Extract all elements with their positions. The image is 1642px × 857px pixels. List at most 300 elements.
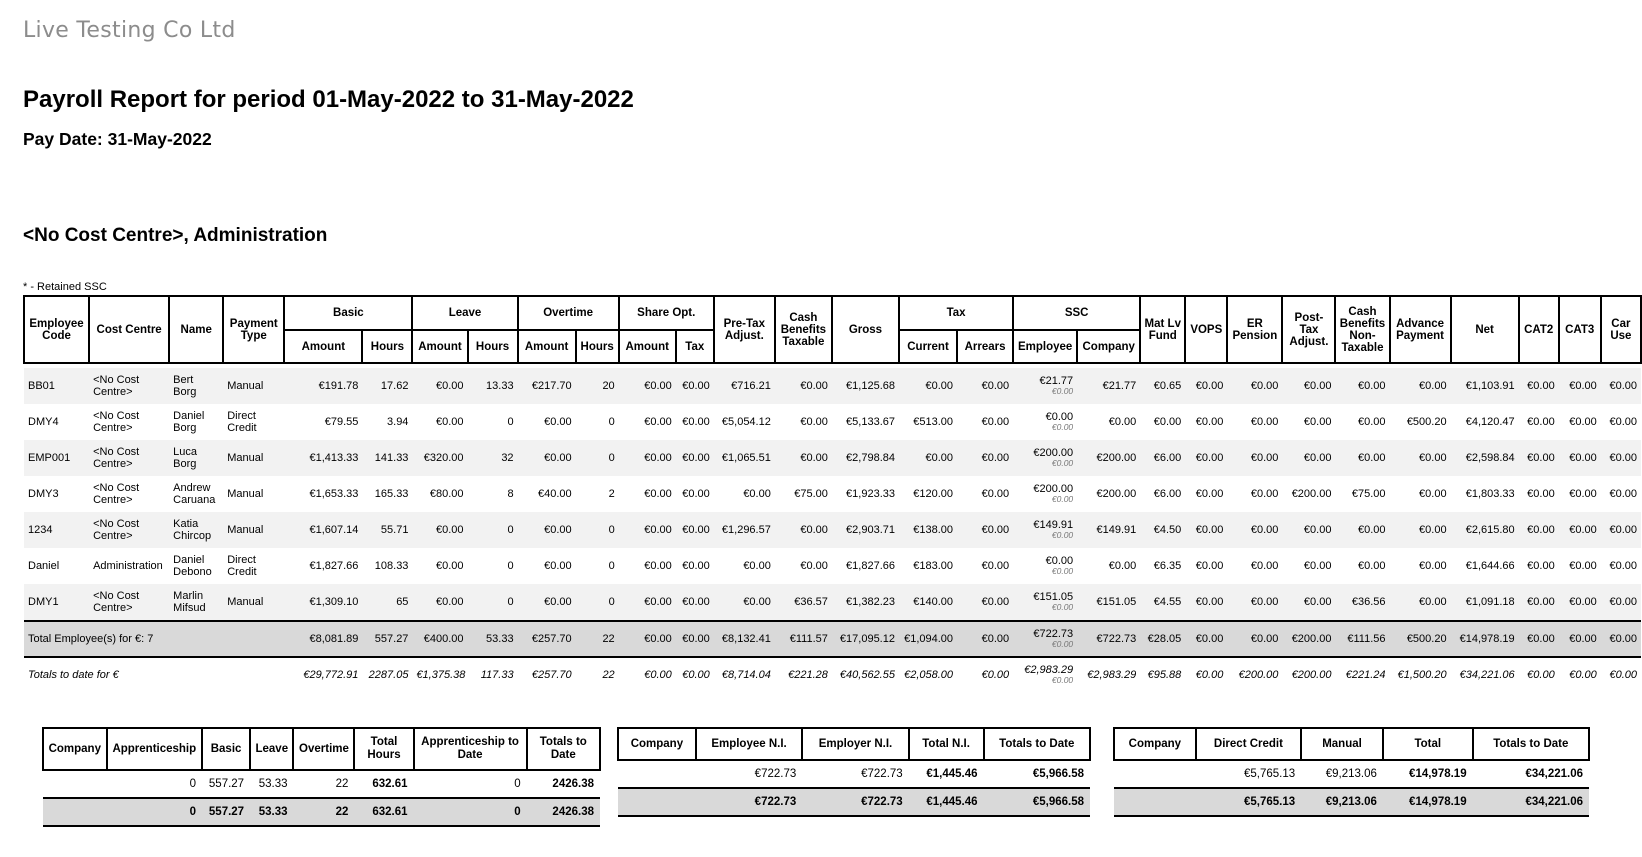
ssc-employee-value: €200.00 xyxy=(1033,483,1074,495)
cell-ot-hrs: 0 xyxy=(576,512,619,548)
cell-pretax: €1,065.51 xyxy=(714,440,775,476)
cell-cbt: €36.57 xyxy=(775,584,832,621)
cell-leave-hrs: 53.33 xyxy=(468,621,518,657)
cell-ssc-co: €2,983.29 xyxy=(1087,669,1137,681)
cell-ot-hrs: 0 xyxy=(608,416,615,428)
cell-so-tax: €0.00 xyxy=(676,512,714,548)
cost-centre: <No Cost Centre> xyxy=(89,368,169,404)
cell-tax-cur: €1,094.00 xyxy=(899,621,957,657)
cell-tax-arr: €0.00 xyxy=(957,621,1013,657)
cell-ssc-co: €200.00 xyxy=(1077,440,1140,476)
cell-net: €14,978.19 xyxy=(1451,621,1519,657)
cell-tax-cur: €513.00 xyxy=(913,416,954,428)
cell-cbnt: €0.00 xyxy=(1335,512,1389,548)
cell-mat: €95.88 xyxy=(1147,669,1182,681)
col-leave-amount: Amount xyxy=(412,330,467,363)
ssc-employee-value: €200.00 xyxy=(1033,447,1074,459)
pay-cell: €34,221.06 xyxy=(1525,768,1583,780)
cell-basic-hrs: 557.27 xyxy=(362,621,412,657)
cell-cbnt: €0.00 xyxy=(1335,368,1389,404)
ni-cell: €1,445.46 xyxy=(926,768,978,780)
cell-pretax: €5,054.12 xyxy=(721,416,771,428)
cell-so-amt: €0.00 xyxy=(644,560,672,572)
cost-centre: Administration xyxy=(93,560,163,572)
cell-mat: €6.00 xyxy=(1153,488,1182,500)
cell-so-amt: €0.00 xyxy=(619,440,676,476)
ssc-employee-value: €149.91 xyxy=(1033,519,1074,531)
cell-basic-amt: €1,309.10 xyxy=(284,584,362,621)
ssc-retained-value: €0.00 xyxy=(1051,530,1074,540)
cell-adv: €500.20 xyxy=(1390,621,1451,657)
pay-cell xyxy=(1114,760,1196,788)
ssc-retained-value: €0.00 xyxy=(1051,494,1074,504)
payment-type: Manual xyxy=(227,488,264,500)
cell-cat2: €0.00 xyxy=(1527,560,1555,572)
cell-erp: €200.00 xyxy=(1238,669,1279,681)
cell-tax-arr: €0.00 xyxy=(957,440,1013,476)
cell-ot-amt: €40.00 xyxy=(537,488,572,500)
ni-total-cell: €5,966.58 xyxy=(984,788,1090,816)
cell-posttax: €0.00 xyxy=(1282,440,1335,476)
cell-basic-amt: €1,827.66 xyxy=(309,560,359,572)
appr-total-cell: 632.61 xyxy=(354,798,413,826)
cell-pretax: €8,132.41 xyxy=(714,621,775,657)
cell-pretax: €0.00 xyxy=(714,584,775,621)
cell-leave-hrs: 117.33 xyxy=(480,669,514,681)
cell-ot-amt: €257.70 xyxy=(531,669,572,681)
employee-name: Marlin Mifsud xyxy=(169,584,223,621)
pay-total-cell: €14,978.19 xyxy=(1383,788,1473,816)
pay-total-cell: €34,221.06 xyxy=(1473,788,1589,816)
cell-leave-amt: €0.00 xyxy=(435,560,464,572)
cell-tax-cur: €140.00 xyxy=(899,584,957,621)
cell-ssc-emp xyxy=(1013,548,1077,584)
cost-centre: <No Cost Centre> xyxy=(93,410,140,434)
cell-ot-hrs: 2 xyxy=(608,488,615,500)
cell-ssc-co: €0.00 xyxy=(1108,560,1137,572)
cell-tax-cur: €120.00 xyxy=(913,488,954,500)
cell-leave-hrs: 0 xyxy=(468,512,518,548)
appr-cell: 557.27 xyxy=(208,778,245,790)
cell-ssc-co: €200.00 xyxy=(1096,488,1137,500)
employee-row xyxy=(24,404,1641,440)
col-employee-code: Employee Code xyxy=(24,296,89,363)
cell-mat: €6.35 xyxy=(1153,560,1182,572)
cell-erp: €0.00 xyxy=(1227,368,1282,404)
cell-basic-hrs: 141.33 xyxy=(362,440,412,476)
cell-ot-hrs: 0 xyxy=(608,560,615,572)
cell-so-amt: €0.00 xyxy=(619,368,676,404)
ni-header: Employee N.I. xyxy=(696,728,802,760)
cell-ot-hrs: 0 xyxy=(576,440,619,476)
cost-centre: <No Cost Centre> xyxy=(89,512,169,548)
cell-ssc-emp xyxy=(1013,476,1077,512)
cell-mat: €6.00 xyxy=(1140,440,1185,476)
cell-leave-hrs: 0 xyxy=(507,416,514,428)
cell-ot-amt: €217.70 xyxy=(518,368,576,404)
col-cat3: CAT3 xyxy=(1559,296,1601,363)
cell-pretax: €716.21 xyxy=(714,368,775,404)
cell-cat3: €0.00 xyxy=(1569,669,1597,681)
cell-basic-hrs: 108.33 xyxy=(374,560,409,572)
ni-cell: €722.73 xyxy=(754,768,797,780)
cell-posttax: €200.00 xyxy=(1291,669,1332,681)
payment-type: Direct Credit xyxy=(227,410,257,434)
col-basic-hours: Hours xyxy=(362,330,412,363)
total-row-label: Total Employee(s) for €: 7 xyxy=(24,621,284,657)
cell-car: €0.00 xyxy=(1601,368,1641,404)
ssc-retained-value: €0.00 xyxy=(1051,566,1074,576)
cell-cbt: €0.00 xyxy=(800,560,828,572)
cell-so-tax: €0.00 xyxy=(682,416,710,428)
cell-basic-hrs: 17.62 xyxy=(362,368,412,404)
cell-ot-hrs: 22 xyxy=(576,621,619,657)
cell-vops: €0.00 xyxy=(1195,416,1224,428)
cost-centre: <No Cost Centre> xyxy=(89,584,169,621)
cell-tax-arr: €0.00 xyxy=(957,584,1013,621)
cell-leave-amt: €0.00 xyxy=(412,584,467,621)
cell-ot-amt: €0.00 xyxy=(518,512,576,548)
pay-cell: €14,978.19 xyxy=(1409,768,1467,780)
pay-total-cell: €5,765.13 xyxy=(1196,788,1301,816)
cell-cat2: €0.00 xyxy=(1527,416,1555,428)
col-er-pension: ER Pension xyxy=(1227,296,1282,363)
ni-cell: €722.73 xyxy=(861,768,903,780)
employee-code: BB01 xyxy=(24,368,89,404)
cell-leave-amt: €1,375.38 xyxy=(416,669,466,681)
col-mat-lv: Mat Lv Fund xyxy=(1140,296,1185,363)
cell-basic-amt: €8,081.89 xyxy=(284,621,362,657)
employee-row xyxy=(24,584,1641,621)
cell-cbt: €0.00 xyxy=(775,512,832,548)
cell-so-tax: €0.00 xyxy=(682,488,710,500)
cell-ot-amt: €0.00 xyxy=(518,584,576,621)
cell-leave-hrs: 32 xyxy=(468,440,518,476)
cell-cat3: €0.00 xyxy=(1559,621,1601,657)
appr-total-cell: 557.27 xyxy=(202,798,250,826)
cell-adv: €0.00 xyxy=(1390,584,1451,621)
cell-tax-arr: €0.00 xyxy=(981,560,1010,572)
cell-pretax: €0.00 xyxy=(743,488,771,500)
ni-summary-table xyxy=(617,727,1091,817)
appr-header: Company xyxy=(43,728,107,770)
cell-basic-amt: €79.55 xyxy=(324,416,359,428)
cell-gross: €1,125.68 xyxy=(832,368,899,404)
appr-cell: 632.61 xyxy=(372,778,408,790)
appr-header: Apprenticeship xyxy=(107,728,202,770)
cell-leave-amt: €400.00 xyxy=(412,621,467,657)
cell-basic-hrs: 65 xyxy=(362,584,412,621)
cell-erp: €0.00 xyxy=(1250,560,1279,572)
cell-so-tax: €0.00 xyxy=(682,669,710,681)
appr-cell xyxy=(43,770,107,798)
col-cost-centre: Cost Centre xyxy=(89,296,169,363)
cell-basic-amt: €1,653.33 xyxy=(309,488,359,500)
ni-header: Company xyxy=(618,728,696,760)
appr-header: Basic xyxy=(202,728,250,770)
cell-ot-hrs: 22 xyxy=(602,669,615,681)
col-overtime-amount: Amount xyxy=(518,330,576,363)
cell-ot-amt: €0.00 xyxy=(518,440,576,476)
cell-leave-amt: €320.00 xyxy=(412,440,467,476)
totals-to-date-row xyxy=(24,657,1641,692)
ssc-employee-value: €0.00 xyxy=(1045,411,1074,423)
cell-car: €0.00 xyxy=(1609,488,1637,500)
cell-leave-hrs: 0 xyxy=(468,584,518,621)
employee-code: DMY1 xyxy=(24,584,89,621)
ssc-retained-value: €0.00 xyxy=(1051,422,1074,432)
cell-cat2: €0.00 xyxy=(1527,669,1555,681)
col-cash-taxable: Cash Benefits Taxable xyxy=(775,296,832,363)
cell-ssc-emp xyxy=(1013,621,1077,657)
cell-so-tax: €0.00 xyxy=(676,584,714,621)
cell-leave-amt: €0.00 xyxy=(412,512,467,548)
cell-gross: €2,903.71 xyxy=(832,512,899,548)
cell-ssc-co: €151.05 xyxy=(1077,584,1140,621)
cell-leave-amt: €0.00 xyxy=(412,368,467,404)
cell-gross: €17,095.12 xyxy=(832,621,899,657)
col-name: Name xyxy=(169,296,223,363)
cell-ot-amt: €0.00 xyxy=(544,560,572,572)
cell-ot-amt: €0.00 xyxy=(544,416,572,428)
cell-tax-cur: €183.00 xyxy=(913,560,954,572)
col-pretax: Pre-Tax Adjust. xyxy=(714,296,775,363)
cell-so-tax: €0.00 xyxy=(676,368,714,404)
cell-cbt: €75.00 xyxy=(794,488,828,500)
cell-net: €1,803.33 xyxy=(1465,488,1515,500)
company-name: Live Testing Co Ltd xyxy=(23,18,236,43)
col-basic-amount: Amount xyxy=(284,330,362,363)
cell-ot-amt: €257.70 xyxy=(518,621,576,657)
ssc-retained-value: €0.00 xyxy=(1051,639,1074,649)
cell-gross: €1,923.33 xyxy=(846,488,895,500)
cell-cat2: €0.00 xyxy=(1519,440,1559,476)
ssc-employee-value: €2,983.29 xyxy=(1024,664,1074,676)
ni-total-cell: €722.73 xyxy=(696,788,802,816)
col-gross: Gross xyxy=(832,296,899,363)
col-share-amount: Amount xyxy=(619,330,676,363)
cell-posttax: €0.00 xyxy=(1303,416,1332,428)
cell-basic-amt: €29,772.91 xyxy=(303,669,359,681)
employee-code: DMY4 xyxy=(28,416,59,428)
cell-ot-hrs: 20 xyxy=(576,368,619,404)
col-cat2: CAT2 xyxy=(1519,296,1559,363)
cell-ssc-emp xyxy=(1013,657,1077,692)
cell-so-tax: €0.00 xyxy=(676,440,714,476)
col-advance: Advance Payment xyxy=(1390,296,1451,363)
appr-cell: 0 xyxy=(189,778,197,790)
cell-cat3: €0.00 xyxy=(1569,416,1597,428)
cell-cbnt: €0.00 xyxy=(1357,560,1386,572)
cell-car: €0.00 xyxy=(1609,416,1637,428)
col-ssc-employee: Employee xyxy=(1013,330,1077,363)
col-cash-nontaxable: Cash Benefits Non-Taxable xyxy=(1335,296,1389,363)
cell-mat: €4.50 xyxy=(1140,512,1185,548)
cell-cbt: €0.00 xyxy=(775,368,832,404)
cell-basic-hrs: 165.33 xyxy=(374,488,409,500)
employee-name: Luca Borg xyxy=(169,440,223,476)
ssc-retained-value: €0.00 xyxy=(1051,602,1074,612)
cell-gross: €40,562.55 xyxy=(839,669,895,681)
col-tax-arrears: Arrears xyxy=(957,330,1013,363)
cell-erp: €0.00 xyxy=(1227,584,1282,621)
appr-total-cell: 22 xyxy=(293,798,354,826)
employee-code: DMY3 xyxy=(28,488,59,500)
employee-code: Daniel xyxy=(28,560,60,572)
ni-cell: €5,966.58 xyxy=(1032,768,1084,780)
col-car-use: Car Use xyxy=(1601,296,1641,363)
employee-code: EMP001 xyxy=(24,440,89,476)
cell-adv: €0.00 xyxy=(1390,512,1451,548)
cell-tax-cur: €0.00 xyxy=(899,368,957,404)
payment-type: Manual xyxy=(223,512,284,548)
cell-pretax: €8,714.04 xyxy=(721,669,771,681)
cell-cbt: €221.28 xyxy=(788,669,828,681)
cell-ssc-co: €722.73 xyxy=(1077,621,1140,657)
cell-car: €0.00 xyxy=(1601,440,1641,476)
employee-name: Andrew Caruana xyxy=(173,482,216,506)
appr-total-cell: 53.33 xyxy=(250,798,293,826)
cell-leave-hrs: 8 xyxy=(507,488,514,500)
cell-cat2: €0.00 xyxy=(1519,512,1559,548)
cell-ssc-emp xyxy=(1013,512,1077,548)
cell-cbnt: €111.56 xyxy=(1335,621,1389,657)
cell-tax-arr: €0.00 xyxy=(957,368,1013,404)
appr-cell: 22 xyxy=(335,778,349,790)
cell-mat: €28.05 xyxy=(1140,621,1185,657)
col-leave: Leave xyxy=(412,296,517,330)
pay-date: Pay Date: 31-May-2022 xyxy=(23,129,212,149)
cell-net: €1,644.66 xyxy=(1465,560,1515,572)
ssc-retained-value: €0.00 xyxy=(1051,386,1074,396)
pay-header: Totals to Date xyxy=(1473,728,1589,760)
cell-ssc-co: €0.00 xyxy=(1108,416,1137,428)
cell-net: €4,120.47 xyxy=(1465,416,1515,428)
cell-net: €2,598.84 xyxy=(1451,440,1519,476)
cell-basic-hrs: 3.94 xyxy=(387,416,409,428)
ni-cell xyxy=(618,760,696,788)
pay-header: Direct Credit xyxy=(1196,728,1301,760)
col-overtime-hours: Hours xyxy=(576,330,619,363)
ssc-retained-value: €0.00 xyxy=(1051,458,1074,468)
cell-cat2: €0.00 xyxy=(1527,488,1555,500)
cell-erp: €0.00 xyxy=(1227,512,1282,548)
employee-row xyxy=(24,512,1641,548)
cell-cbnt: €221.24 xyxy=(1345,669,1386,681)
cell-cat3: €0.00 xyxy=(1569,560,1597,572)
ssc-employee-value: €151.05 xyxy=(1033,591,1074,603)
cell-leave-hrs: 13.33 xyxy=(468,368,518,404)
cell-car: €0.00 xyxy=(1609,560,1637,572)
payroll-body xyxy=(24,363,1641,692)
cell-posttax: €0.00 xyxy=(1303,560,1332,572)
totals-to-date-row-label: Totals to date for € xyxy=(28,669,119,681)
cell-ssc-co: €21.77 xyxy=(1077,368,1140,404)
cell-gross: €2,798.84 xyxy=(832,440,899,476)
col-share-tax: Tax xyxy=(676,330,714,363)
cost-centre: <No Cost Centre> xyxy=(89,440,169,476)
appr-total-cell: 2426.38 xyxy=(527,798,600,826)
appr-cell: 53.33 xyxy=(258,778,288,790)
ni-header: Employer N.I. xyxy=(802,728,908,760)
payment-type: Direct Credit xyxy=(227,554,257,578)
cell-vops: €0.00 xyxy=(1195,669,1224,681)
pay-header: Company xyxy=(1114,728,1196,760)
payroll-table xyxy=(23,295,1642,692)
report-title: Payroll Report for period 01-May-2022 to 31-May-2022 xyxy=(23,86,634,113)
payment-type: Manual xyxy=(223,440,284,476)
cell-car: €0.00 xyxy=(1601,584,1641,621)
cell-posttax: €200.00 xyxy=(1291,488,1332,500)
cell-so-amt: €0.00 xyxy=(619,621,676,657)
cell-cbt: €0.00 xyxy=(775,440,832,476)
total-row xyxy=(24,621,1641,657)
ni-total-cell xyxy=(618,788,696,816)
cell-vops: €0.00 xyxy=(1195,488,1224,500)
cell-basic-amt: €191.78 xyxy=(284,368,362,404)
cell-vops: €0.00 xyxy=(1185,512,1227,548)
ssc-employee-value: €0.00 xyxy=(1045,555,1074,567)
cell-so-amt: €0.00 xyxy=(644,488,672,500)
employee-code: 1234 xyxy=(24,512,89,548)
cell-car: €0.00 xyxy=(1601,621,1641,657)
appr-cell: 0 xyxy=(514,778,521,790)
employee-name: Bert Borg xyxy=(169,368,223,404)
ni-header: Total N.I. xyxy=(909,728,984,760)
appr-header: Overtime xyxy=(293,728,354,770)
retained-ssc-note: * - Retained SSC xyxy=(23,281,107,293)
cell-so-amt: €0.00 xyxy=(619,512,676,548)
appr-header: Apprenticeship to Date xyxy=(414,728,527,770)
cell-so-tax: €0.00 xyxy=(682,560,710,572)
col-ssc: SSC xyxy=(1013,296,1140,330)
cell-cbnt: €36.56 xyxy=(1335,584,1389,621)
employee-row xyxy=(24,476,1641,512)
cell-tax-arr: €0.00 xyxy=(981,416,1010,428)
cell-adv: €1,500.20 xyxy=(1397,669,1447,681)
appr-total-cell: 0 xyxy=(107,798,202,826)
col-share-opt: Share Opt. xyxy=(619,296,714,330)
cell-ot-hrs: 0 xyxy=(576,584,619,621)
cell-cat3: €0.00 xyxy=(1559,584,1601,621)
cell-net: €34,221.06 xyxy=(1459,669,1515,681)
cell-ssc-emp xyxy=(1013,404,1077,440)
cell-basic-amt: €1,413.33 xyxy=(284,440,362,476)
cell-adv: €0.00 xyxy=(1419,488,1447,500)
col-payment-type: Payment Type xyxy=(223,296,284,363)
pay-total-cell xyxy=(1114,788,1196,816)
cell-net: €1,091.18 xyxy=(1451,584,1519,621)
cell-adv: €0.00 xyxy=(1419,560,1447,572)
employee-row xyxy=(24,548,1641,584)
cell-gross: €1,382.23 xyxy=(832,584,899,621)
appr-header: Leave xyxy=(250,728,293,770)
payment-type: Manual xyxy=(223,584,284,621)
cell-ssc-emp xyxy=(1013,440,1077,476)
employee-row xyxy=(24,368,1641,404)
employee-name: Daniel Debono xyxy=(173,554,212,578)
appr-cell: 2426.38 xyxy=(552,778,594,790)
cell-cat3: €0.00 xyxy=(1559,512,1601,548)
cell-cbnt: €75.00 xyxy=(1351,488,1386,500)
cell-ssc-co: €149.91 xyxy=(1077,512,1140,548)
cell-cat3: €0.00 xyxy=(1569,488,1597,500)
cell-posttax: €0.00 xyxy=(1282,512,1335,548)
ssc-employee-value: €722.73 xyxy=(1033,628,1074,640)
ni-header: Totals to Date xyxy=(984,728,1090,760)
cell-posttax: €0.00 xyxy=(1282,368,1335,404)
cell-so-amt: €0.00 xyxy=(644,416,672,428)
